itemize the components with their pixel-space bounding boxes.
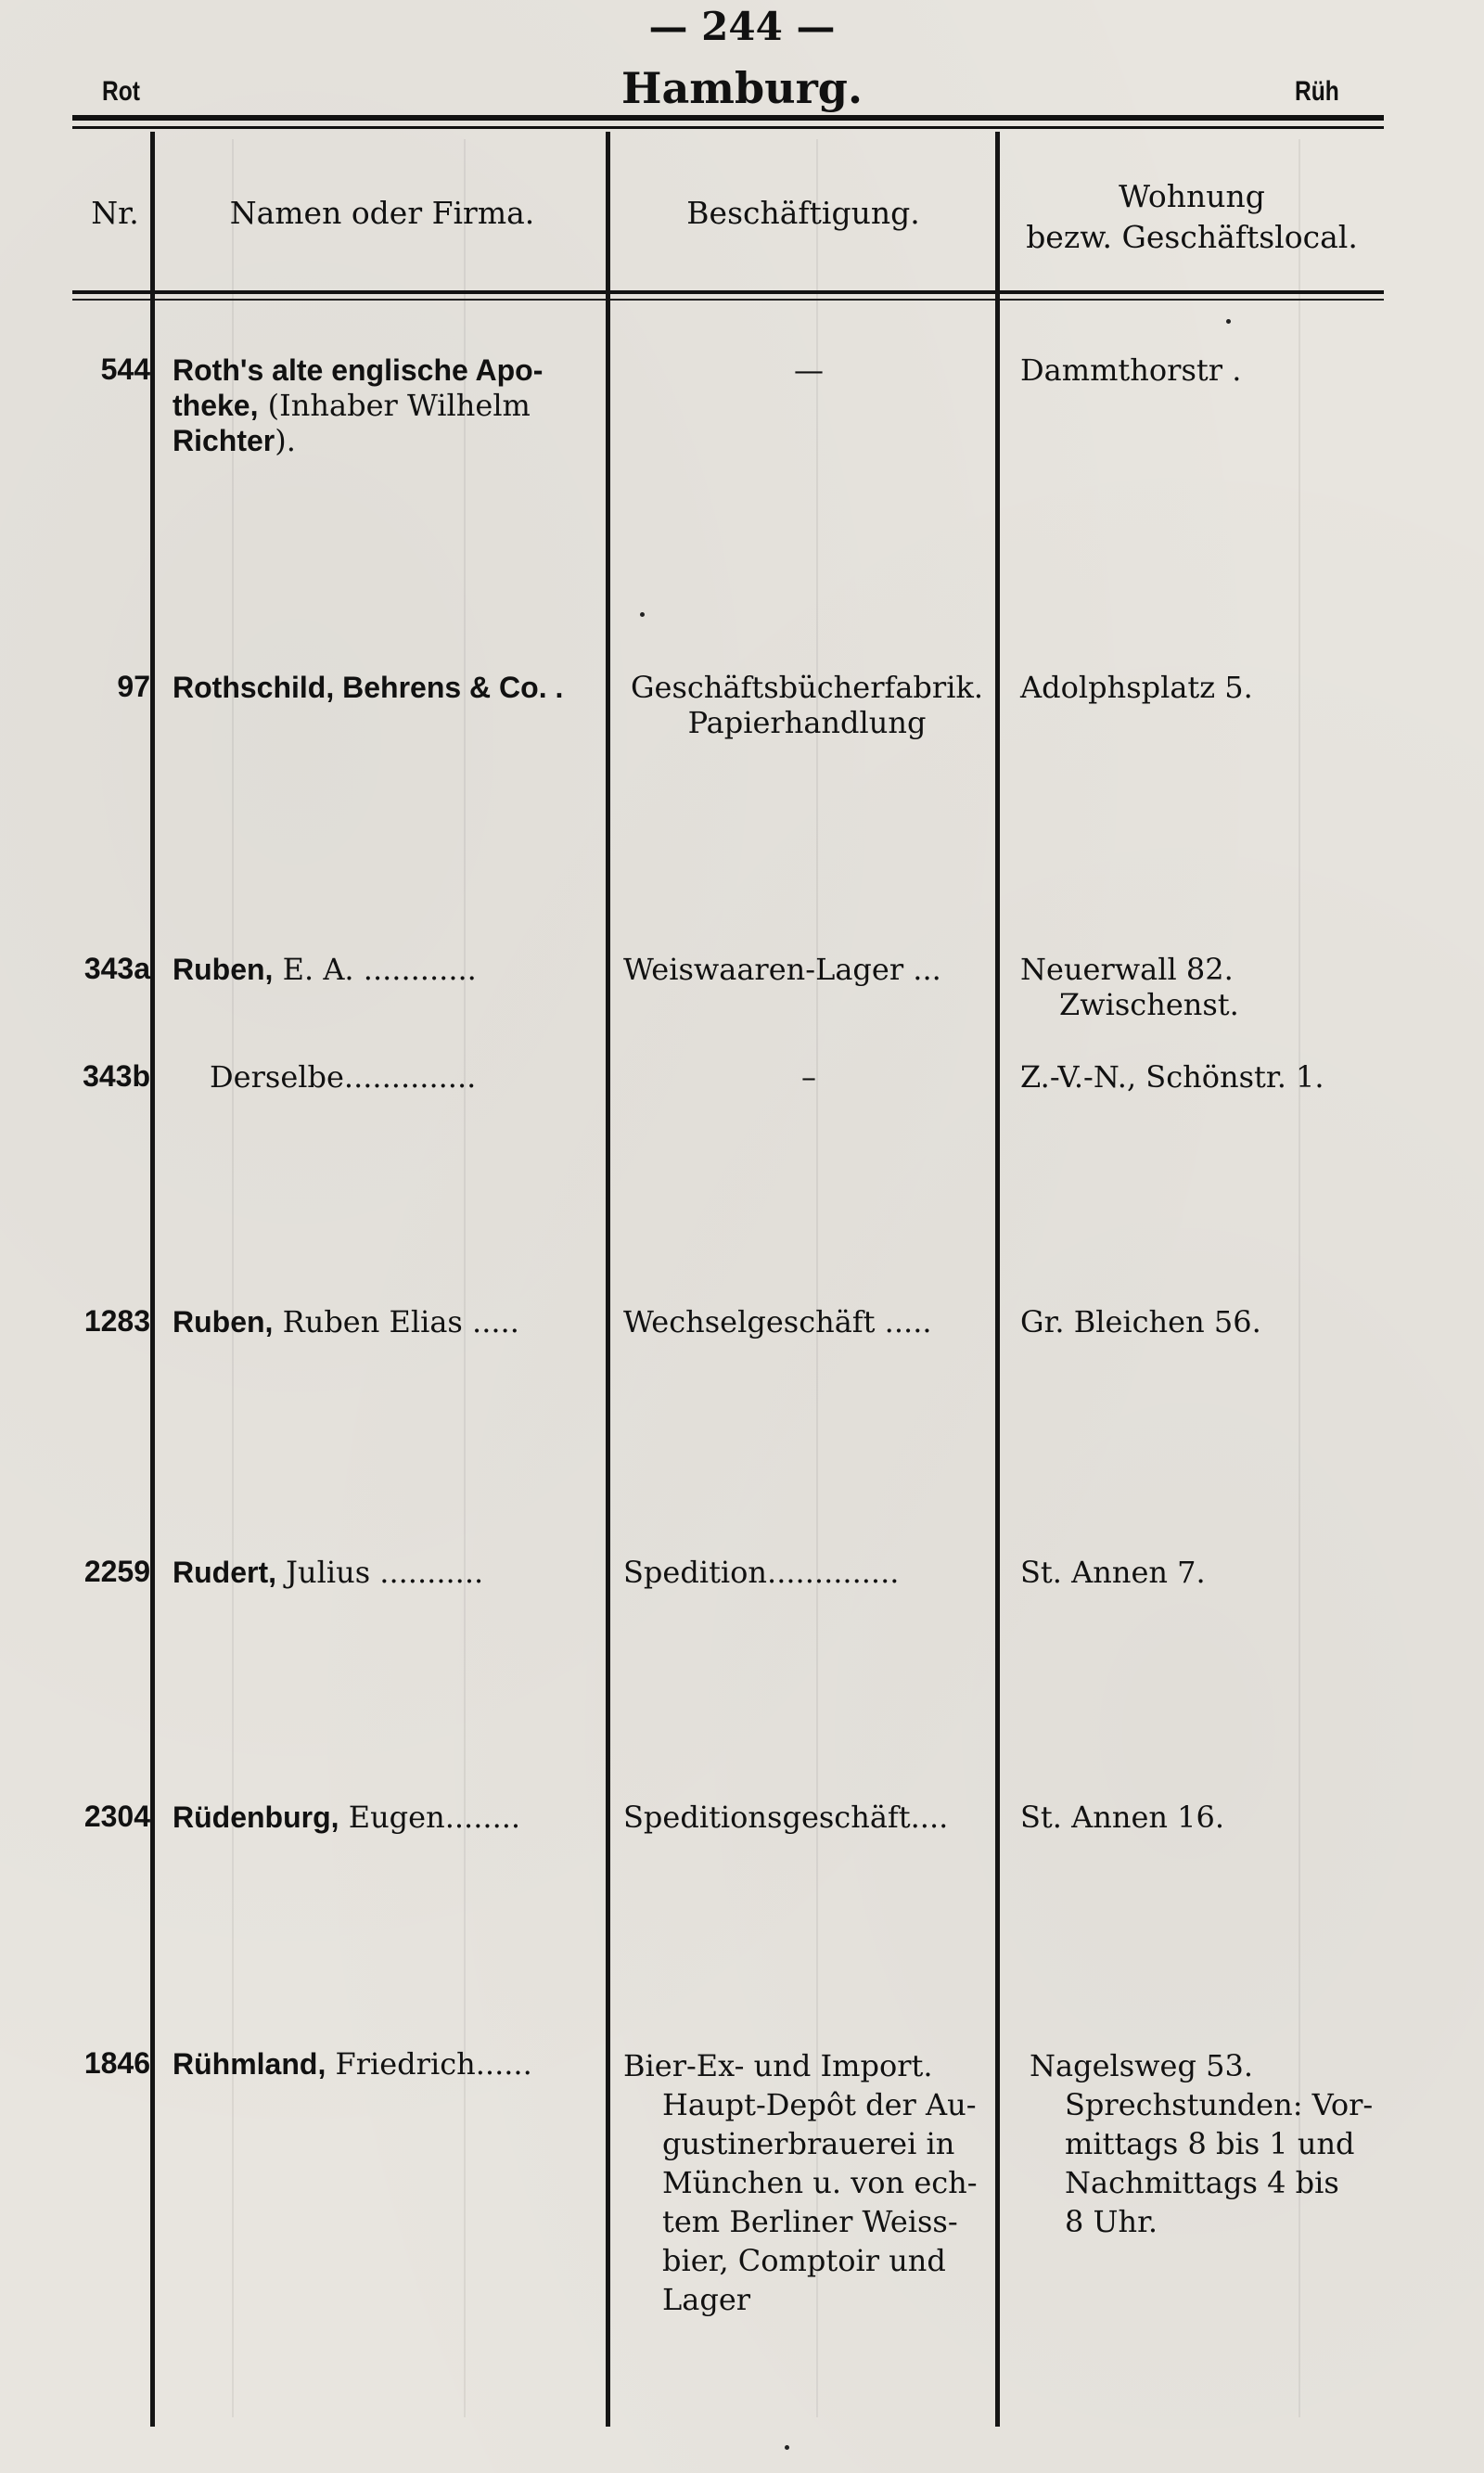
entry-occupation: Spedition.............. <box>623 1555 900 1590</box>
entry-address-line: Nachmittags 4 bis <box>1065 2165 1339 2200</box>
entry-occupation-line: Bier-Ex- und Import. <box>623 2048 933 2083</box>
entry-name-bold: Rüdenburg, <box>173 1800 339 1834</box>
page-number: — 244 — <box>648 4 836 49</box>
entry-address: St. Annen 7. <box>1020 1555 1206 1590</box>
entry-name-rest: Eugen........ <box>339 1800 521 1835</box>
entry-name-line <box>173 388 599 423</box>
running-head-left: Rot <box>102 76 140 107</box>
entry-occupation-line: Lager <box>662 2282 751 2317</box>
entry-address: Gr. Bleichen 56. <box>1020 1304 1261 1339</box>
column-divider <box>150 132 155 2427</box>
header-rule <box>72 115 1384 121</box>
entry-name-rest: E. A. ............ <box>273 952 477 987</box>
city-title: Hamburg. <box>621 63 863 113</box>
entry-occupation-line: tem Berliner Weiss- <box>662 2204 958 2239</box>
entry-number: 343b <box>83 1059 150 1093</box>
entry-occupation-line: Geschäftsbücherfabrik. <box>630 670 983 705</box>
entry-occupation <box>623 2046 994 2319</box>
entry-name-bold: Rudert, <box>173 1556 276 1589</box>
entry-name <box>173 952 599 987</box>
entry-address <box>1030 2046 1391 2241</box>
entry-name-rest: Friedrich...... <box>326 2046 532 2082</box>
column-header-address-line: bezw. Geschäftslocal. <box>1026 219 1358 255</box>
entry-number: 544 <box>100 352 150 386</box>
column-header-occupation: Beschäftigung. <box>686 195 920 231</box>
entry-address: Dammthorstr . <box>1020 352 1242 388</box>
entry-name: Derselbe.............. <box>210 1059 477 1095</box>
entry-number: 1846 <box>83 2046 150 2080</box>
entry-number: 97 <box>117 670 150 703</box>
entry-name-rest: Ruben Elias ..... <box>273 1304 519 1339</box>
entry-name-rest: Julius ........... <box>276 1555 484 1590</box>
entry-name-bold: Richter <box>173 424 275 457</box>
entry-number: 2259 <box>83 1555 150 1588</box>
entry-number: 2304 <box>83 1800 150 1833</box>
entry-name-bold: Rühmland, <box>173 2047 326 2081</box>
entry-address-line: mittags 8 bis 1 und <box>1065 2126 1355 2161</box>
entry-name-bold: Ruben, <box>173 1305 274 1339</box>
entry-address-line: Sprechstunden: Vor- <box>1065 2087 1374 2122</box>
entry-number: 1283 <box>83 1304 150 1338</box>
entry-occupation <box>612 670 1002 740</box>
entry-address: Z.-V.-N., Schönstr. 1. <box>1020 1059 1324 1095</box>
column-header-name: Namen oder Firma. <box>229 195 535 231</box>
entry-occupation-line: bier, Comptoir und <box>662 2243 946 2278</box>
print-speck <box>640 612 645 617</box>
entry-name <box>173 352 599 458</box>
entry-occupation: Wechselgeschäft ..... <box>623 1304 932 1339</box>
column-divider <box>606 132 610 2427</box>
column-header-rule <box>72 299 1384 301</box>
entry-name <box>173 1555 599 1590</box>
column-header-nr: Nr. <box>91 195 139 231</box>
column-header-address <box>1002 176 1382 258</box>
entry-name-rest: (Inhaber Wilhelm <box>258 388 531 423</box>
print-speck <box>785 2445 789 2450</box>
entry-occupation: — <box>794 352 824 388</box>
entry-name-bold: theke, <box>173 389 259 422</box>
column-header-address-line: Wohnung <box>1119 178 1265 214</box>
header-rule <box>72 126 1384 129</box>
entry-occupation-line: gustinerbrauerei in <box>662 2126 955 2161</box>
entry-name <box>173 2046 599 2082</box>
entry-occupation-line: München u. von ech- <box>662 2165 978 2200</box>
entry-address-line: Nagelsweg 53. <box>1030 2048 1254 2083</box>
entry-name-rest: ). <box>275 423 296 458</box>
entry-name <box>173 1304 599 1339</box>
entry-occupation: – <box>801 1059 816 1095</box>
print-speck <box>1226 319 1231 324</box>
entry-name: Rothschild, Behrens & Co. . <box>173 671 564 704</box>
entry-address <box>1020 952 1391 1022</box>
entry-name-bold: Roth's alte englische Apo- <box>173 353 544 387</box>
entry-address-line: 8 Uhr. <box>1065 2204 1158 2239</box>
entry-address: St. Annen 16. <box>1020 1800 1225 1835</box>
column-divider <box>995 132 1000 2427</box>
entry-occupation: Weiswaaren-Lager ... <box>623 952 941 987</box>
entry-address-line: Neuerwall 82. <box>1020 952 1234 987</box>
entry-address: Adolphsplatz 5. <box>1020 670 1253 705</box>
entry-occupation: Speditionsgeschäft.... <box>623 1800 949 1835</box>
entry-name-line <box>173 423 599 458</box>
entry-address-line: Zwischenst. <box>1059 987 1239 1022</box>
entry-name <box>173 1800 599 1835</box>
column-header-rule <box>72 290 1384 294</box>
entry-number: 343a <box>83 952 150 985</box>
entry-occupation-line: Haupt-Depôt der Au- <box>662 2087 977 2122</box>
running-head-right: Rüh <box>1295 76 1339 107</box>
entry-name-bold: Ruben, <box>173 953 274 986</box>
entry-occupation-line: Papierhandlung <box>687 705 927 740</box>
